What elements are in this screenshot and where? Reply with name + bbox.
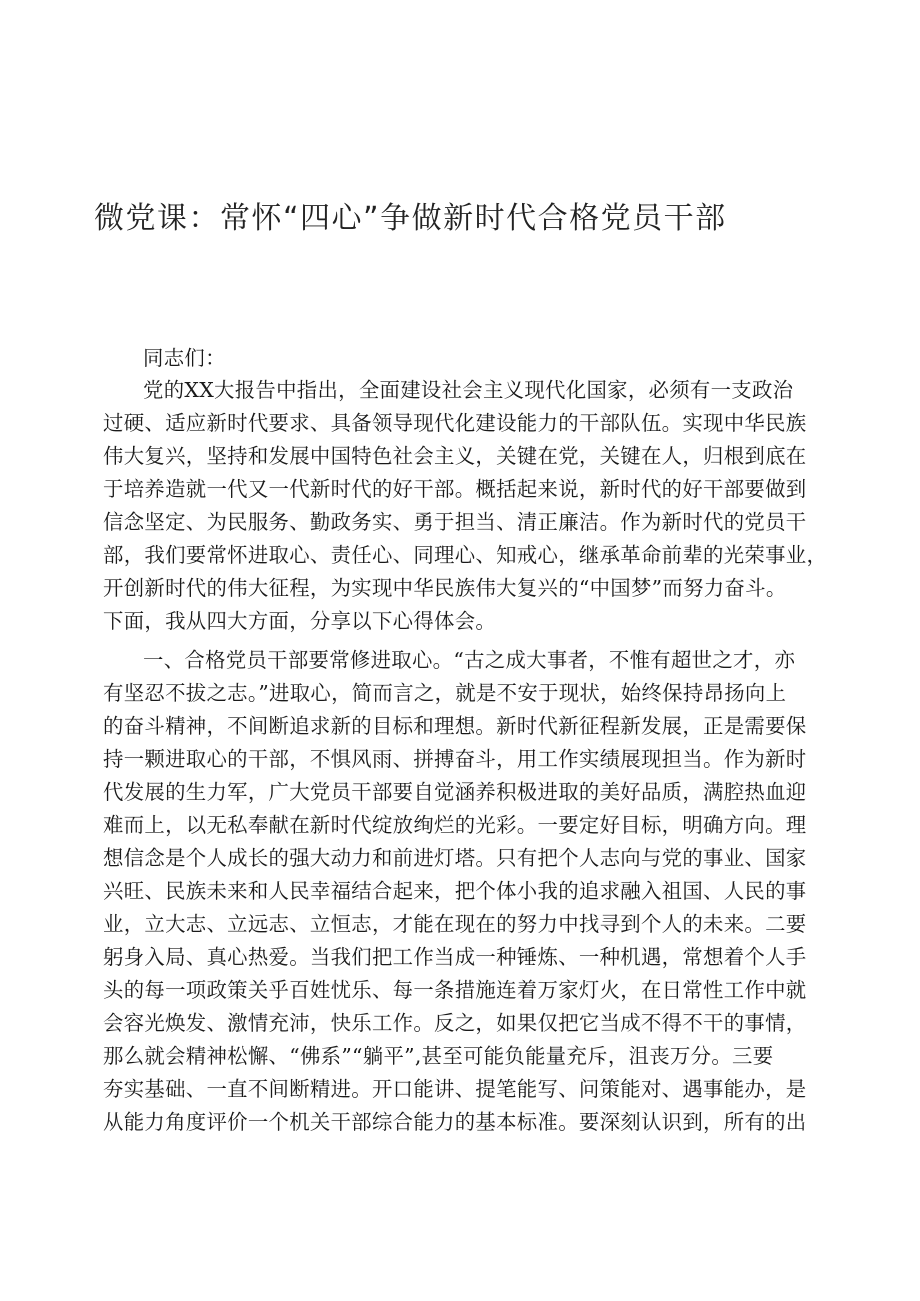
paragraph-line: 持一颗进取心的干部，不惧风雨、拼搏奋斗，用工作实绩展现担当。作为新时 — [103, 747, 807, 771]
salutation: 同志们： — [143, 346, 226, 370]
paragraph-line: 会容光焕发、激情充沛，快乐工作。反之，如果仅把它当成不得不干的事情， — [103, 1011, 807, 1035]
paragraph-line: 那么就会精神松懈、“佛系”“躺平”,甚至可能负能量充斥，沮丧万分。三要 — [103, 1044, 774, 1068]
paragraph-line: 业，立大志、立远志、立恒志，才能在现在的努力中找寻到个人的未来。二要 — [103, 912, 807, 936]
paragraph-line: 过硬、适应新时代要求、具备领导现代化建设能力的干部队伍。实现中华民族 — [103, 411, 807, 435]
paragraph-line: 党的XX大报告中指出，全面建设社会主义现代化国家，必须有一支政治 — [143, 378, 794, 402]
document-title: 微党课：常怀“四心”争做新时代合格党员干部 — [94, 201, 727, 236]
paragraph-line: 难而上，以无私奉献在新时代绽放绚烂的光彩。一要定好目标，明确方向。理 — [103, 813, 807, 837]
paragraph-line: 代发展的生力军，广大党员干部要自觉涵养积极进取的美好品质，满腔热血迎 — [103, 780, 807, 804]
paragraph-line: 躬身入局、真心热爱。当我们把工作当成一种锤炼、一种机遇，常想着个人手 — [103, 945, 807, 969]
paragraph-line: 夯实基础、一直不间断精进。开口能讲、提笔能写、问策能对、遇事能办，是 — [103, 1077, 807, 1101]
paragraph-line: 部，我们要常怀进取心、责任心、同理心、知戒心，继承革命前辈的光荣事业， — [103, 543, 828, 567]
paragraph-line: 的奋斗精神，不间断追求新的目标和理想。新时代新征程新发展，正是需要保 — [103, 714, 807, 738]
paragraph-line: 一、合格党员干部要常修进取心。“古之成大事者，不惟有超世之才，亦 — [143, 648, 796, 672]
paragraph-line: 开创新时代的伟大征程，为实现中华民族伟大复兴的“中国梦”而努力奋斗。 — [103, 576, 787, 600]
paragraph-line: 从能力角度评价一个机关干部综合能力的基本标准。要深刻认识到，所有的出 — [103, 1110, 807, 1134]
paragraph-line: 于培养造就一代又一代新时代的好干部。概括起来说，新时代的好干部要做到 — [103, 477, 807, 501]
paragraph-line: 下面，我从四大方面，分享以下心得体会。 — [103, 609, 497, 633]
paragraph-line: 有坚忍不拔之志。”进取心，简而言之，就是不安于现状，始终保持昂扬向上 — [103, 681, 787, 705]
paragraph-line: 头的每一项政策关乎百姓忧乐、每一条措施连着万家灯火，在日常性工作中就 — [103, 978, 807, 1002]
paragraph-line: 伟大复兴，坚持和发展中国特色社会主义，关键在党，关键在人，归根到底在 — [103, 444, 807, 468]
paragraph-line: 信念坚定、为民服务、勤政务实、勇于担当、清正廉洁。作为新时代的党员干 — [103, 510, 807, 534]
paragraph-line: 兴旺、民族未来和人民幸福结合起来，把个体小我的追求融入祖国、人民的事 — [103, 879, 807, 903]
paragraph-line: 想信念是个人成长的强大动力和前进灯塔。只有把个人志向与党的事业、国家 — [103, 846, 807, 870]
